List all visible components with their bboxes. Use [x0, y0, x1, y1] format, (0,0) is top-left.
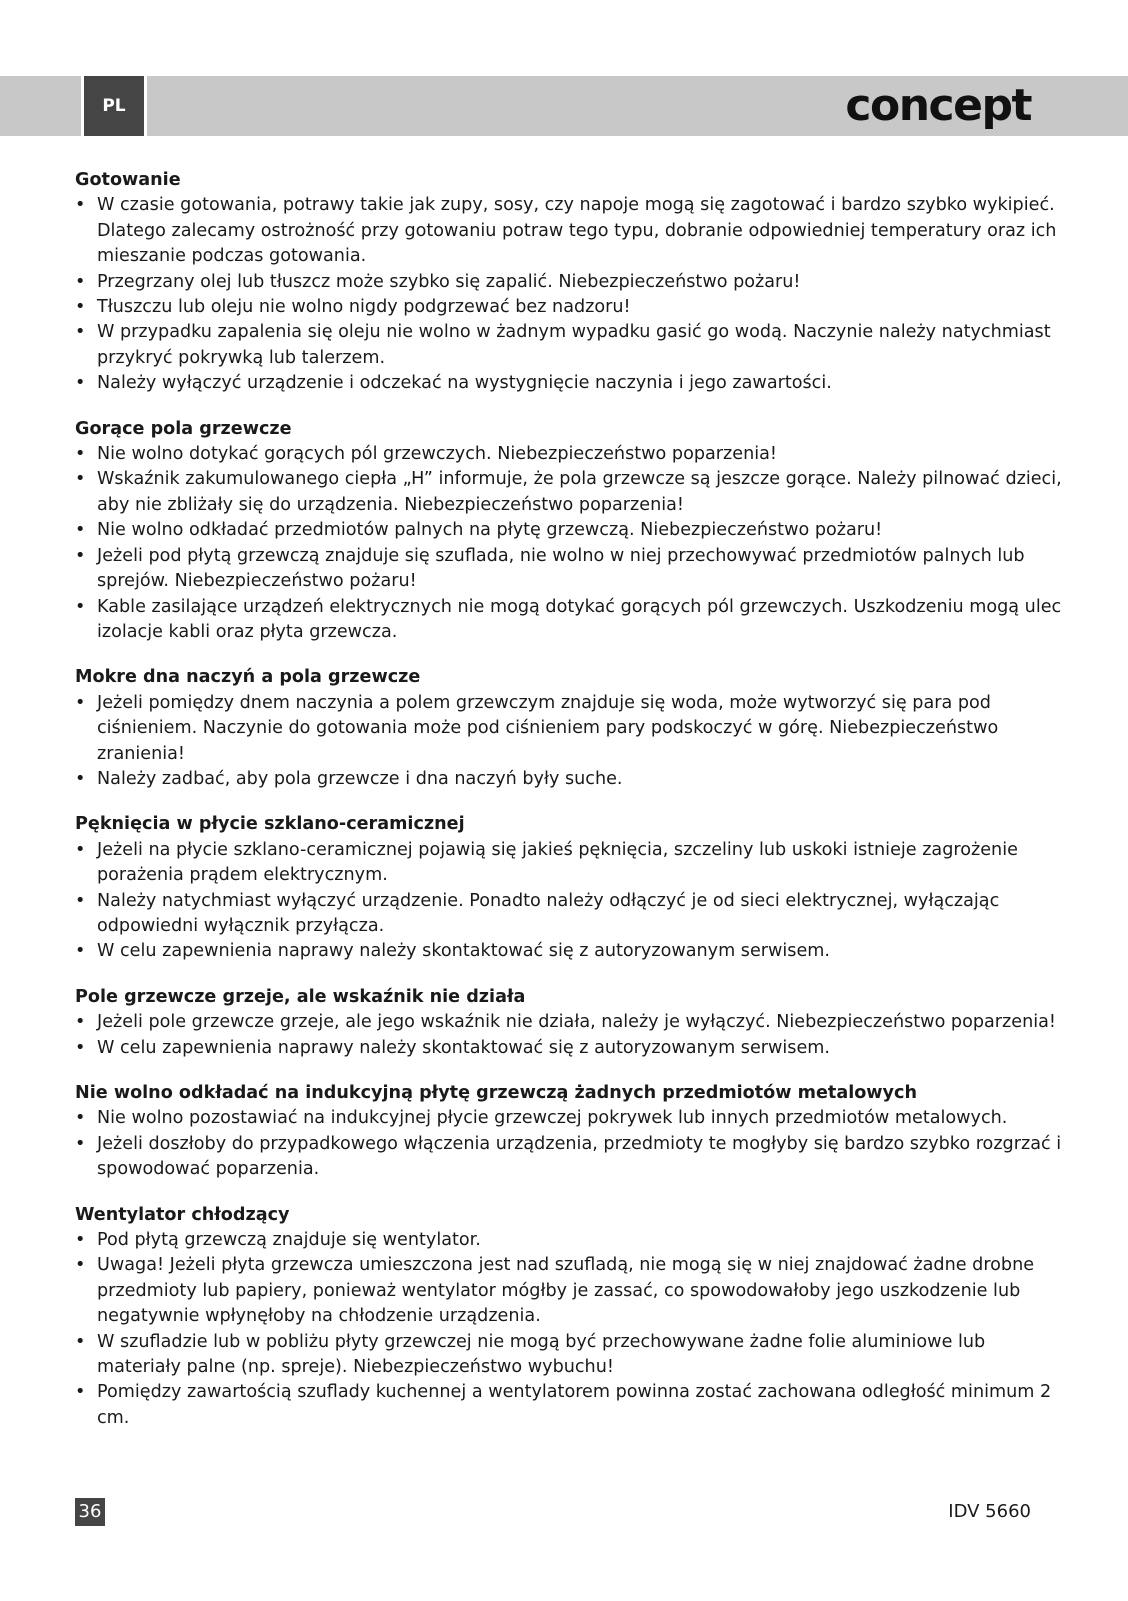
- list-item: • Wskaźnik zakumulowanego ciepła „H” informuje, że pola grzewcze są jeszcze gorące. Należy pilnować dzieci, aby nie zbliżały się do urządzenia. Niebezpieczeństwo poparzenia!: [75, 467, 1065, 518]
- section-metal-objects: [75, 1081, 1065, 1183]
- list-item: • Nie wolno odkładać przedmiotów palnych na płytę grzewczą. Niebezpieczeństwo pożaru!: [75, 518, 1065, 543]
- list-item: • Pod płytą grzewczą znajduje się wentylator.: [75, 1228, 1065, 1253]
- bullet-list: [75, 1228, 1065, 1431]
- brand-logo: concept: [845, 80, 1031, 131]
- list-item: • Nie wolno pozostawiać na indukcyjnej płycie grzewczej pokrywek lub innych przedmiotów metalowych.: [75, 1106, 1065, 1131]
- list-item: • Jeżeli pod płytą grzewczą znajduje się szuflada, nie wolno w niej przechowywać przedmiotów palnych lub sprejów. Niebezpieczeństwo pożaru!: [75, 544, 1065, 595]
- list-item: • W czasie gotowania, potrawy takie jak zupy, sosy, czy napoje mogą się zagotować i bardzo szybko wykipieć. Dlatego zalecamy ostrożność przy gotowaniu potraw tego typu, dobranie odpowiedniej temperatury oraz ich mieszanie podczas gotowania.: [75, 193, 1065, 269]
- section-title: Pole grzewcze grzeje, ale wskaźnik nie działa: [75, 986, 526, 1007]
- bullet-list: [75, 193, 1065, 396]
- document-body: [75, 168, 1065, 1451]
- bullet-list: [75, 838, 1065, 965]
- list-item: • Tłuszczu lub oleju nie wolno nigdy podgrzewać bez nadzoru!: [75, 295, 1065, 320]
- section-cooking: [75, 168, 1065, 397]
- bullet-list: [75, 442, 1065, 645]
- bullet-list: [75, 1010, 1065, 1061]
- section-title: Wentylator chłodzący: [75, 1204, 290, 1225]
- bullet-list: [75, 691, 1065, 793]
- language-badge: PL: [81, 76, 147, 136]
- section-title: Mokre dna naczyń a pola grzewcze: [75, 667, 421, 688]
- list-item: • Należy natychmiast wyłączyć urządzenie. Ponadto należy odłączyć je od sieci elektrycznej, wyłączając odpowiedni wyłącznik przyłącza.: [75, 889, 1065, 940]
- list-item: • Należy zadbać, aby pola grzewcze i dna naczyń były suche.: [75, 767, 1065, 792]
- page-number: 36: [75, 1498, 105, 1526]
- list-item: • W szufladzie lub w pobliżu płyty grzewczej nie mogą być przechowywane żadne folie aluminiowe lub materiały palne (np. spreje). Niebezpieczeństwo wybuchu!: [75, 1330, 1065, 1381]
- list-item: • W celu zapewnienia naprawy należy skontaktować się z autoryzowanym serwisem.: [75, 939, 1065, 964]
- list-item: • Jeżeli doszłoby do przypadkowego włączenia urządzenia, przedmioty te mogłyby się bardzo szybko rozgrzać i spowodować poparzenia.: [75, 1132, 1065, 1183]
- section-title: Nie wolno odkładać na indukcyjną płytę grzewczą żadnych przedmiotów metalowych: [75, 1083, 917, 1103]
- list-item: • W przypadku zapalenia się oleju nie wolno w żadnym wypadku gasić go wodą. Naczynie należy natychmiast przykryć pokrywką lub talerzem.: [75, 320, 1065, 371]
- list-item: • Jeżeli na płycie szklano-ceramicznej pojawią się jakieś pęknięcia, szczeliny lub uskoki istnieje zagrożenie porażenia prądem elektrycznym.: [75, 838, 1065, 889]
- list-item: • W celu zapewnienia naprawy należy skontaktować się z autoryzowanym serwisem.: [75, 1036, 1065, 1061]
- list-item: • Kable zasilające urządzeń elektrycznych nie mogą dotykać gorących pól grzewczych. Uszkodzeniu mogą ulec izolacje kabli oraz płyta grzewcza.: [75, 595, 1065, 646]
- bullet-list: [75, 1106, 1065, 1182]
- model-number: IDV 5660: [948, 1501, 1031, 1522]
- section-cooling-fan: [75, 1203, 1065, 1432]
- section-cracks: [75, 812, 1065, 964]
- list-item: • Należy wyłączyć urządzenie i odczekać na wystygnięcie naczynia i jego zawartości.: [75, 371, 1065, 396]
- list-item: • Nie wolno dotykać gorących pól grzewczych. Niebezpieczeństwo poparzenia!: [75, 442, 1065, 467]
- section-wet-bottoms: [75, 665, 1065, 792]
- section-title: Pęknięcia w płycie szklano-ceramicznej: [75, 814, 465, 835]
- list-item: • Uwaga! Jeżeli płyta grzewcza umieszczona jest nad szufladą, nie mogą się w niej znajdować żadne drobne przedmioty lub papiery, ponieważ wentylator mógłby je zassać, co spowodowałoby jego uszkodzenie lub negatywnie wpłynęłoby na chłodzenie urządzenia.: [75, 1253, 1065, 1329]
- section-title: Gotowanie: [75, 170, 181, 190]
- list-item: • Przegrzany olej lub tłuszcz może szybko się zapalić. Niebezpieczeństwo pożaru!: [75, 270, 1065, 295]
- list-item: • Pomiędzy zawartością szuflady kuchennej a wentylatorem powinna zostać zachowana odległość minimum 2 cm.: [75, 1380, 1065, 1431]
- section-indicator-fault: [75, 985, 1065, 1061]
- section-title: Gorące pola grzewcze: [75, 418, 292, 439]
- section-hot-zones: [75, 417, 1065, 646]
- list-item: • Jeżeli pomiędzy dnem naczynia a polem grzewczym znajduje się woda, może wytworzyć się para pod ciśnieniem. Naczynie do gotowania może pod ciśnieniem pary podskoczyć w górę. Niebezpieczeństwo zranienia!: [75, 691, 1065, 767]
- list-item: • Jeżeli pole grzewcze grzeje, ale jego wskaźnik nie działa, należy je wyłączyć. Niebezpieczeństwo poparzenia!: [75, 1010, 1065, 1035]
